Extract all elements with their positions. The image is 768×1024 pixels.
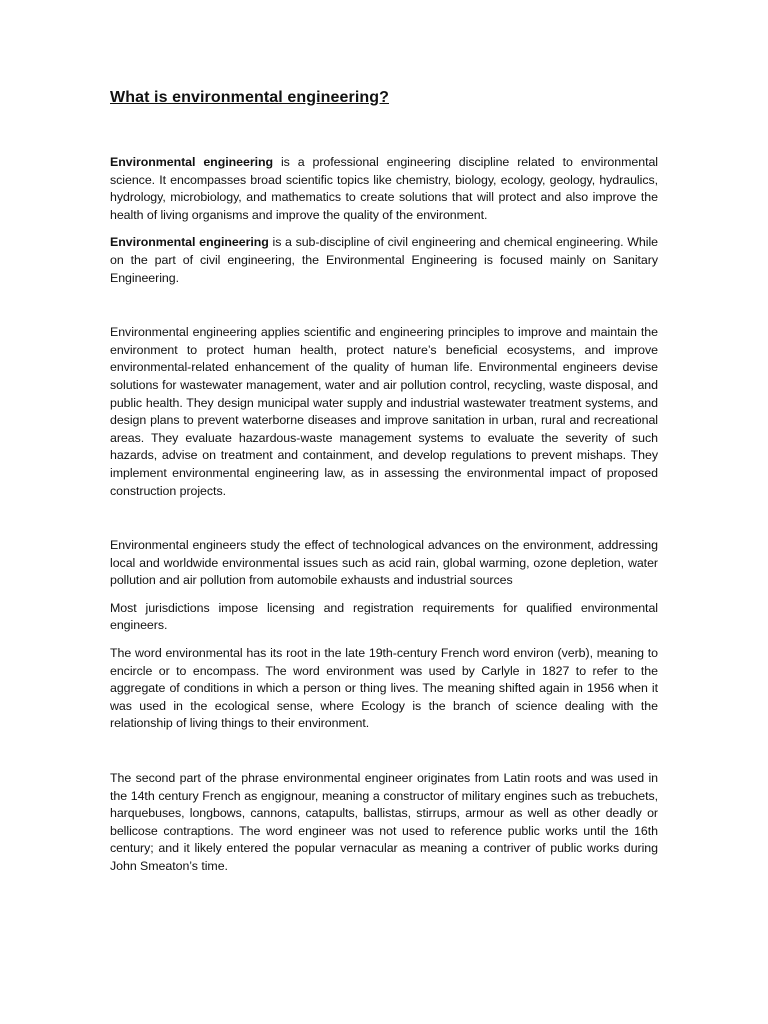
paragraph-technological-effects: Environmental engineers study the effect of technological advances on the environment, addressing local and worldwide environmental issues such as acid rain, global warming, ozone depletion, water pollution and air pollution from automobile exhausts and industrial sources: [110, 538, 658, 588]
paragraph-lead-term: Environmental engineering: [110, 155, 274, 169]
paragraph-etymology-environmental: The word environmental has its root in the late 19th-century French word environ (verb), meaning to encircle or to encompass. The word environment was used by Carlyle in 1827 to refer to the aggregate of conditions in which a person or thing lives. The meaning shifted again in 1956 when it was used in the ecological sense, where Ecology is the branch of science dealing with the relationship of living things to their environment.: [110, 646, 658, 731]
paragraph-licensing: Most jurisdictions impose licensing and registration requirements for qualified environmental engineers.: [110, 600, 658, 633]
paragraph-definition: [110, 154, 658, 224]
page-title: What is environmental engineering?: [110, 89, 389, 106]
paragraph-lead-term: Environmental engineering: [110, 235, 269, 250]
paragraph-text: is a sub-discipline of civil engineering and chemical engineering. While on the part of civil engineering, the Environmental Engineering is focused mainly on Sanitary Engineering.: [110, 235, 659, 285]
paragraph-applications: Environmental engineering applies scientific and engineering principles to improve and maintain the environment to protect human health, protect nature’s beneficial ecosystems, and improve environmental-related enhancement of the quality of human life. Environmental engineers devise solutions for wastewater management, water and air pollution control, recycling, waste disposal, and public health. They design municipal water supply and industrial wastewater treatment systems, and design plans to prevent waterborne diseases and improve sanitation in urban, rural and recreational areas. They evaluate hazardous-waste management systems to evaluate the severity of such hazards, advise on treatment and containment, and develop regulations to prevent mishaps. They implement environmental engineering law, as in assessing the environmental impact of proposed construction projects.: [110, 325, 658, 498]
paragraph-etymology-engineer: The second part of the phrase environmental engineer originates from Latin roots and was used in the 14th century French as engignour, meaning a constructor of military engines such as trebuchets, harquebuses, longbows, cannons, catapults, ballistas, stirrups, armour as well as other deadly or bellicose contraptions. The word engineer was not used to reference public works until the 16th century; and it likely entered the popular vernacular as meaning a contriver of public works during John Smeaton’s time.: [110, 771, 658, 873]
paragraph-text: is a professional engineering discipline related to environmental science. It encompasses broad scientific topics like chemistry, biology, ecology, geology, hydraulics, hydrology, microbiology, and mathematics to create solutions that will protect and also improve the health of living organisms and improve the quality of the environment.: [110, 155, 659, 222]
document-body: [110, 88, 658, 876]
paragraph-sub-discipline: [110, 234, 658, 287]
